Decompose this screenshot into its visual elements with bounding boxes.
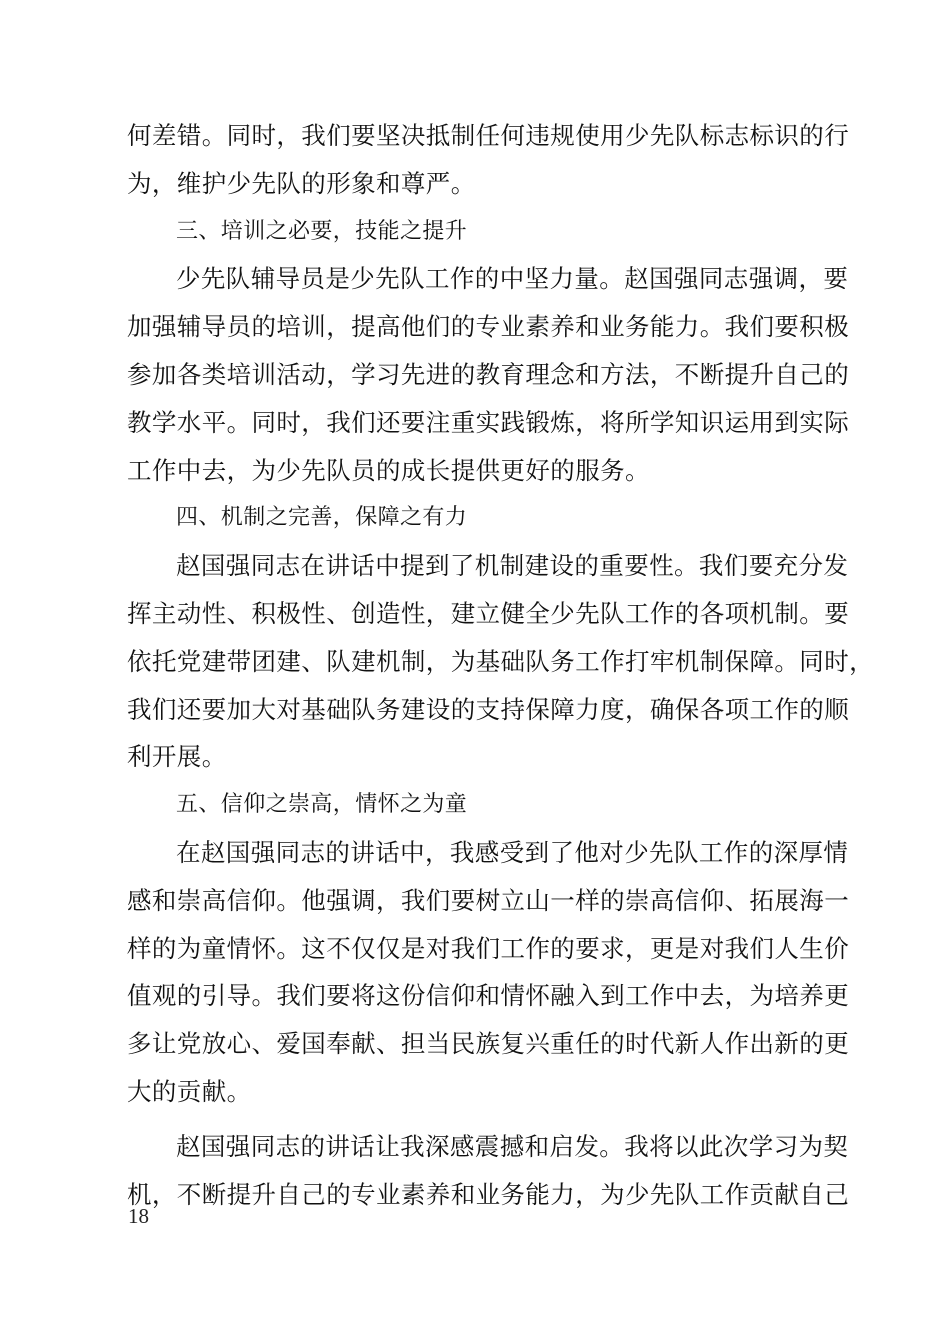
body-text-line: 利开展。 <box>127 742 227 772</box>
body-text-line: 感和崇高信仰。他强调，我们要树立山一样的崇高信仰、拓展海一 <box>127 885 850 915</box>
body-text-line: 机，不断提升自己的专业素养和业务能力，为少先队工作贡献自己 <box>127 1179 850 1209</box>
paragraph-first-line: 赵国强同志的讲话让我深感震撼和启发。我将以此次学习为契 <box>176 1131 849 1161</box>
paragraph-first-line: 赵国强同志在讲话中提到了机制建设的重要性。我们要充分发 <box>176 551 849 581</box>
document-body <box>127 112 874 1218</box>
body-text-line: 加强辅导员的培训，提高他们的专业素养和业务能力。我们要积极 <box>127 312 850 342</box>
body-text-line: 为，维护少先队的形象和尊严。 <box>127 168 476 198</box>
body-text-line: 值观的引导。我们要将这份信仰和情怀融入到工作中去，为培养更 <box>127 981 850 1011</box>
body-text-line: 挥主动性、积极性、创造性，建立健全少先队工作的各项机制。要 <box>127 598 850 628</box>
body-text-line: 样的为童情怀。这不仅仅是对我们工作的要求，更是对我们人生价 <box>127 933 850 963</box>
body-text-line: 工作中去，为少先队员的成长提供更好的服务。 <box>127 455 650 485</box>
body-text-line: 我们还要加大对基础队务建设的支持保障力度，确保各项工作的顺 <box>127 694 850 724</box>
body-text-line: 参加各类培训活动，学习先进的教育理念和方法，不断提升自己的 <box>127 359 850 389</box>
section-heading: 五、信仰之崇高，情怀之为童 <box>176 792 468 818</box>
page-number: 18 <box>128 1204 149 1228</box>
section-heading: 四、机制之完善，保障之有力 <box>176 505 468 531</box>
paragraph-spacer <box>127 1116 833 1123</box>
paragraph-first-line: 在赵国强同志的讲话中，我感受到了他对少先队工作的深厚情 <box>176 837 849 867</box>
section-heading: 三、培训之必要，技能之提升 <box>176 218 468 244</box>
body-text-line: 何差错。同时，我们要坚决抵制任何违规使用少先队标志标识的行 <box>127 121 850 150</box>
paragraph-first-line: 少先队辅导员是少先队工作的中坚力量。赵国强同志强调，要 <box>176 264 849 294</box>
body-text-line: 依托党建带团建、队建机制，为基础队务工作打牢机制保障。同时， <box>127 646 874 676</box>
body-text-line: 大的贡献。 <box>127 1076 252 1106</box>
body-text-line: 多让党放心、爱国奉献、担当民族复兴重任的时代新人作出新的更 <box>127 1029 850 1059</box>
body-text-line: 教学水平。同时，我们还要注重实践锻炼，将所学知识运用到实际 <box>127 407 850 437</box>
